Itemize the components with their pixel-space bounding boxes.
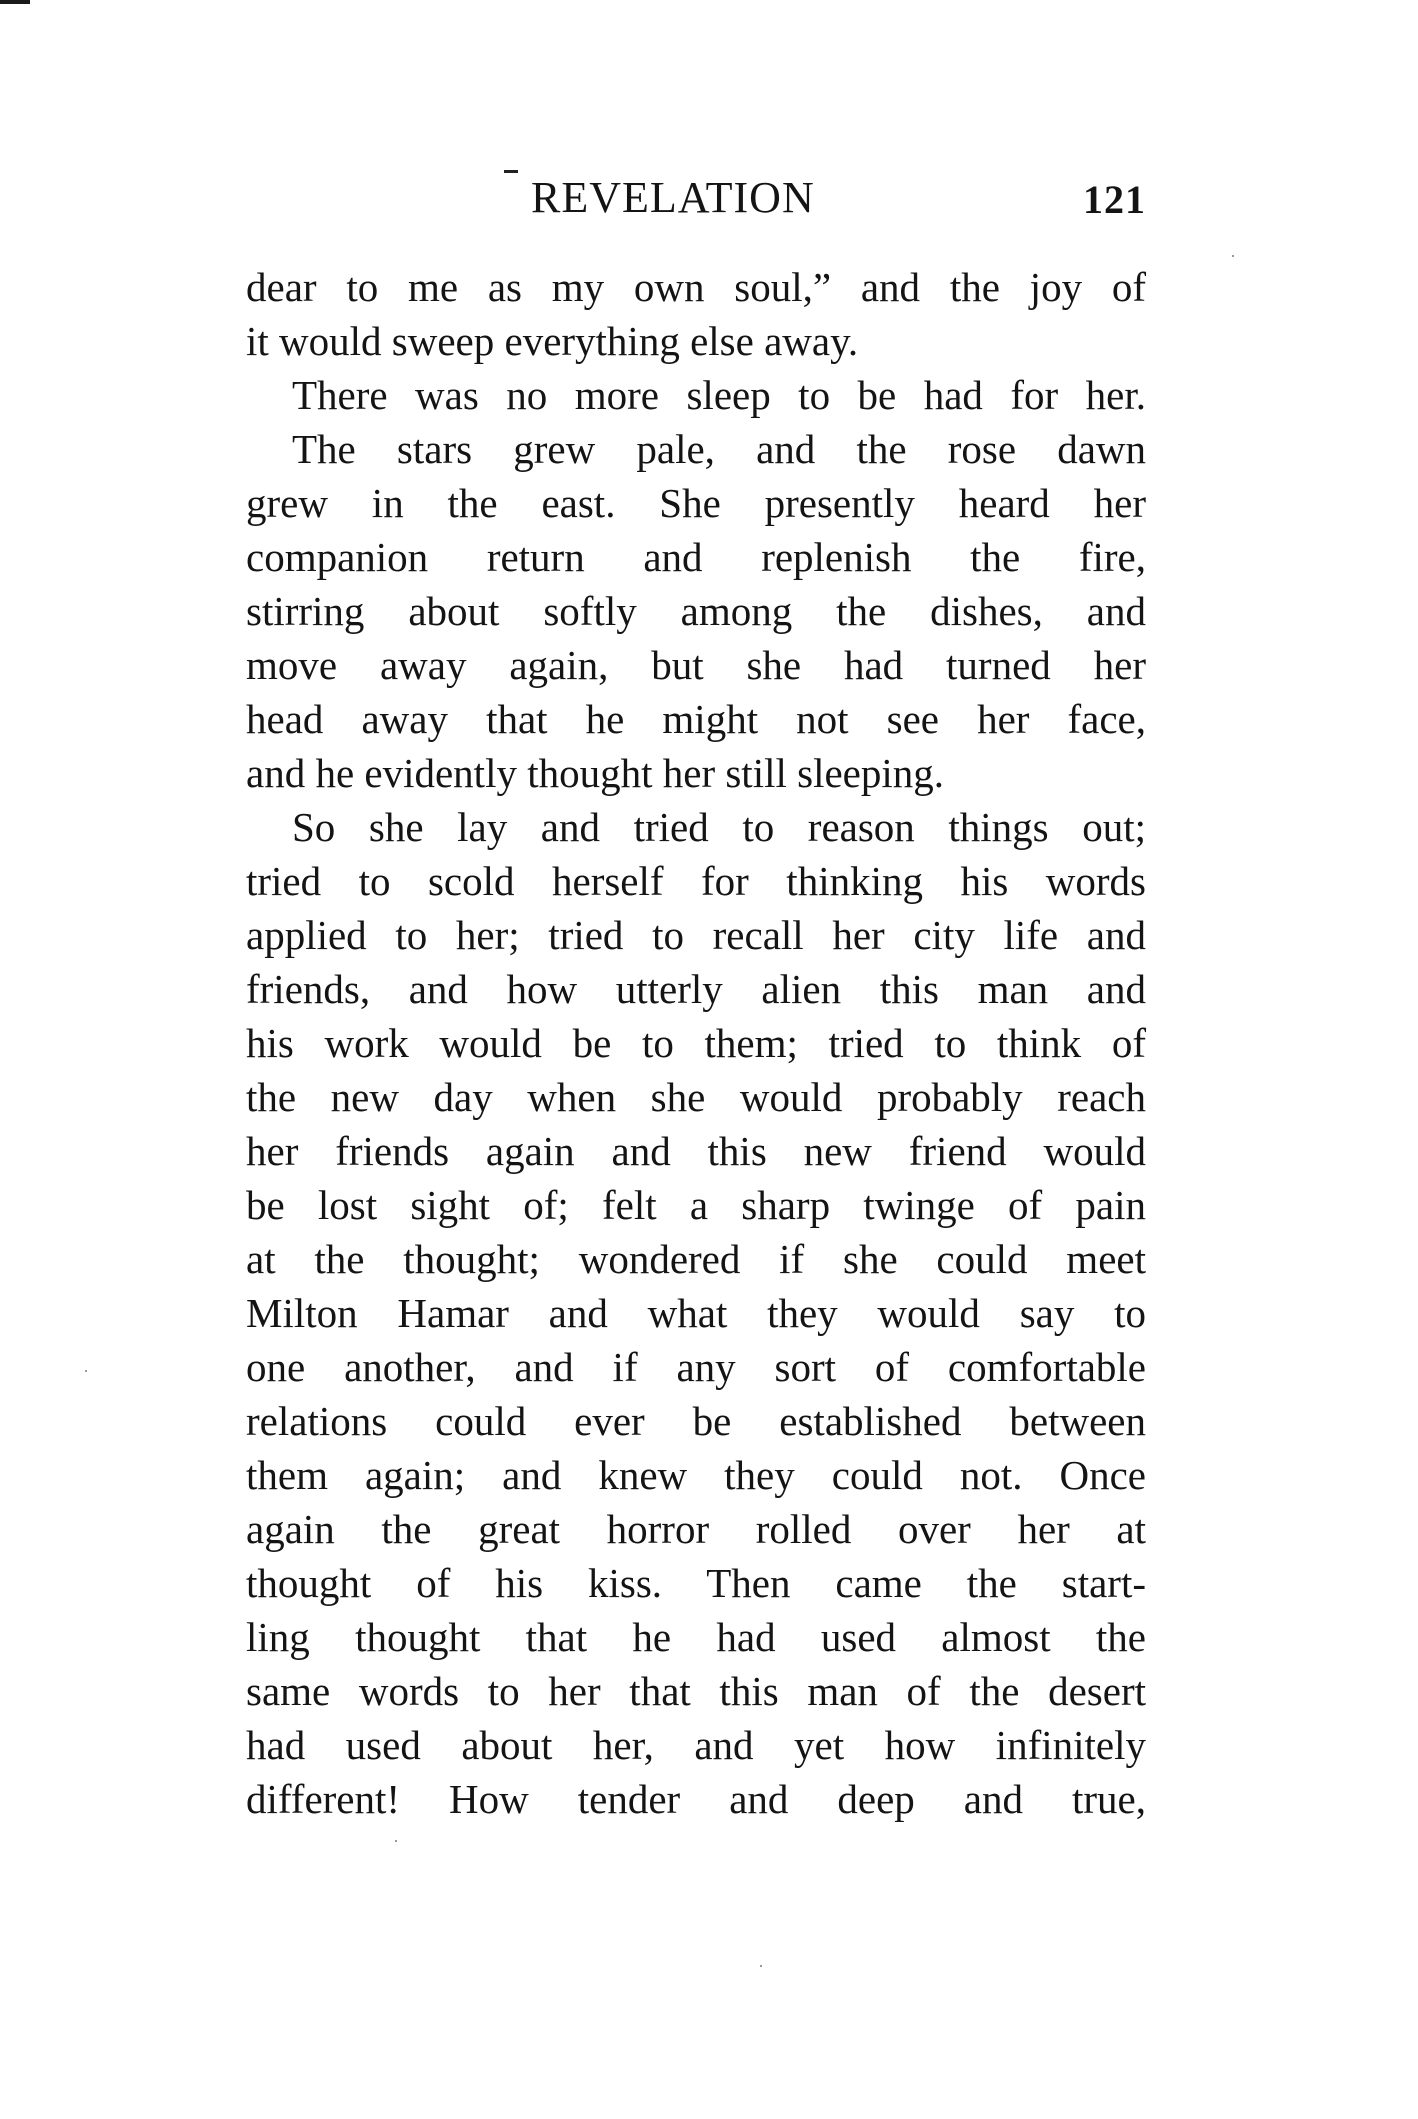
text-line: thought of his kiss. Then came the start- xyxy=(246,1560,1146,1606)
page-number: 121 xyxy=(1083,177,1146,222)
text-line: companion return and replenish the fire, xyxy=(246,534,1146,580)
text-line: one another, and if any sort of comfortable xyxy=(246,1344,1146,1390)
text-line: the new day when she would probably reach xyxy=(246,1074,1146,1120)
text-line: her friends again and this new friend would xyxy=(246,1128,1146,1174)
text-line: it would sweep everything else away. xyxy=(246,318,859,364)
text-line: his work would be to them; tried to think of xyxy=(246,1020,1146,1066)
body-text xyxy=(246,260,1146,1826)
text-line: relations could ever be established between xyxy=(246,1398,1146,1444)
scan-corner-mark xyxy=(0,0,30,4)
scan-speck xyxy=(85,1370,87,1372)
text-line: at the thought; wondered if she could meet xyxy=(246,1236,1146,1282)
text-line: The stars grew pale, and the rose dawn xyxy=(292,426,1146,472)
text-line: be lost sight of; felt a sharp twinge of pain xyxy=(246,1182,1146,1228)
scan-speck xyxy=(760,1965,762,1967)
text-line: friends, and how utterly alien this man and xyxy=(246,966,1146,1012)
text-line: tried to scold herself for thinking his words xyxy=(246,858,1146,904)
text-line: ling thought that he had used almost the xyxy=(246,1614,1146,1660)
text-line: different! How tender and deep and true, xyxy=(246,1776,1146,1822)
text-line: had used about her, and yet how infinitely xyxy=(246,1722,1146,1768)
text-line: same words to her that this man of the desert xyxy=(246,1668,1146,1714)
header-dash-mark xyxy=(504,170,518,173)
scan-speck xyxy=(395,1840,397,1842)
running-head: REVELATION xyxy=(531,173,815,222)
text-line: move away again, but she had turned her xyxy=(246,642,1146,688)
text-line: Milton Hamar and what they would say to xyxy=(246,1290,1146,1336)
text-line: grew in the east. She presently heard her xyxy=(246,480,1146,526)
text-line: So she lay and tried to reason things out; xyxy=(292,804,1146,850)
scan-speck xyxy=(1232,255,1234,257)
page-header xyxy=(246,170,1146,240)
text-line: There was no more sleep to be had for her. xyxy=(292,372,1146,418)
text-line: head away that he might not see her face, xyxy=(246,696,1146,742)
text-line: dear to me as my own soul,” and the joy of xyxy=(246,264,1146,310)
text-line: them again; and knew they could not. Once xyxy=(246,1452,1146,1498)
text-line: again the great horror rolled over her at xyxy=(246,1506,1146,1552)
text-line: and he evidently thought her still sleeping. xyxy=(246,750,945,796)
text-line: stirring about softly among the dishes, and xyxy=(246,588,1146,634)
text-line: applied to her; tried to recall her city life and xyxy=(246,912,1146,958)
